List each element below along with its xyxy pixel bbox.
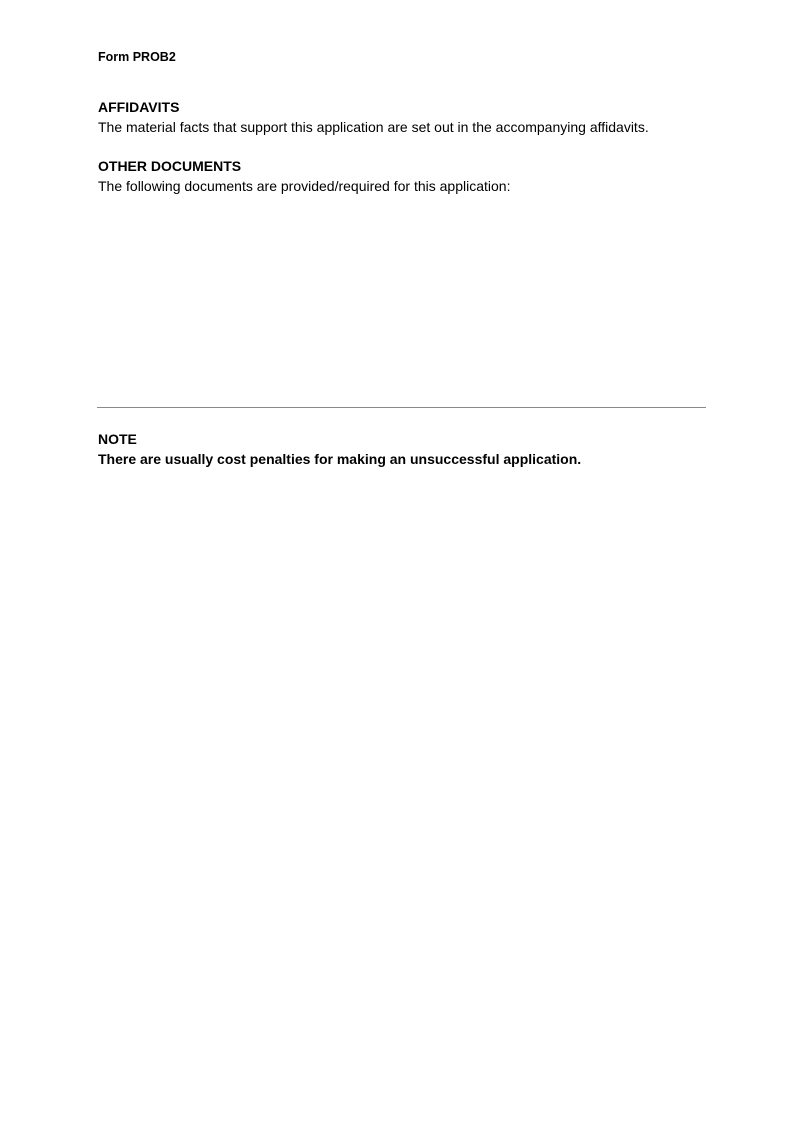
note-text: There are usually cost penalties for making an unsuccessful application. [98, 451, 582, 467]
section-divider [97, 407, 706, 408]
note-section [98, 429, 718, 469]
affidavits-text: The material facts that support this application are set out in the accompanying affidavits. [98, 119, 649, 135]
form-id: Form PROB2 [98, 50, 176, 64]
other-documents-text: The following documents are provided/required for this application: [98, 178, 511, 194]
other-documents-section [98, 156, 718, 196]
affidavits-heading: AFFIDAVITS [98, 99, 180, 115]
note-heading: NOTE [98, 431, 137, 447]
affidavits-section [98, 97, 718, 137]
other-documents-heading: OTHER DOCUMENTS [98, 158, 242, 174]
